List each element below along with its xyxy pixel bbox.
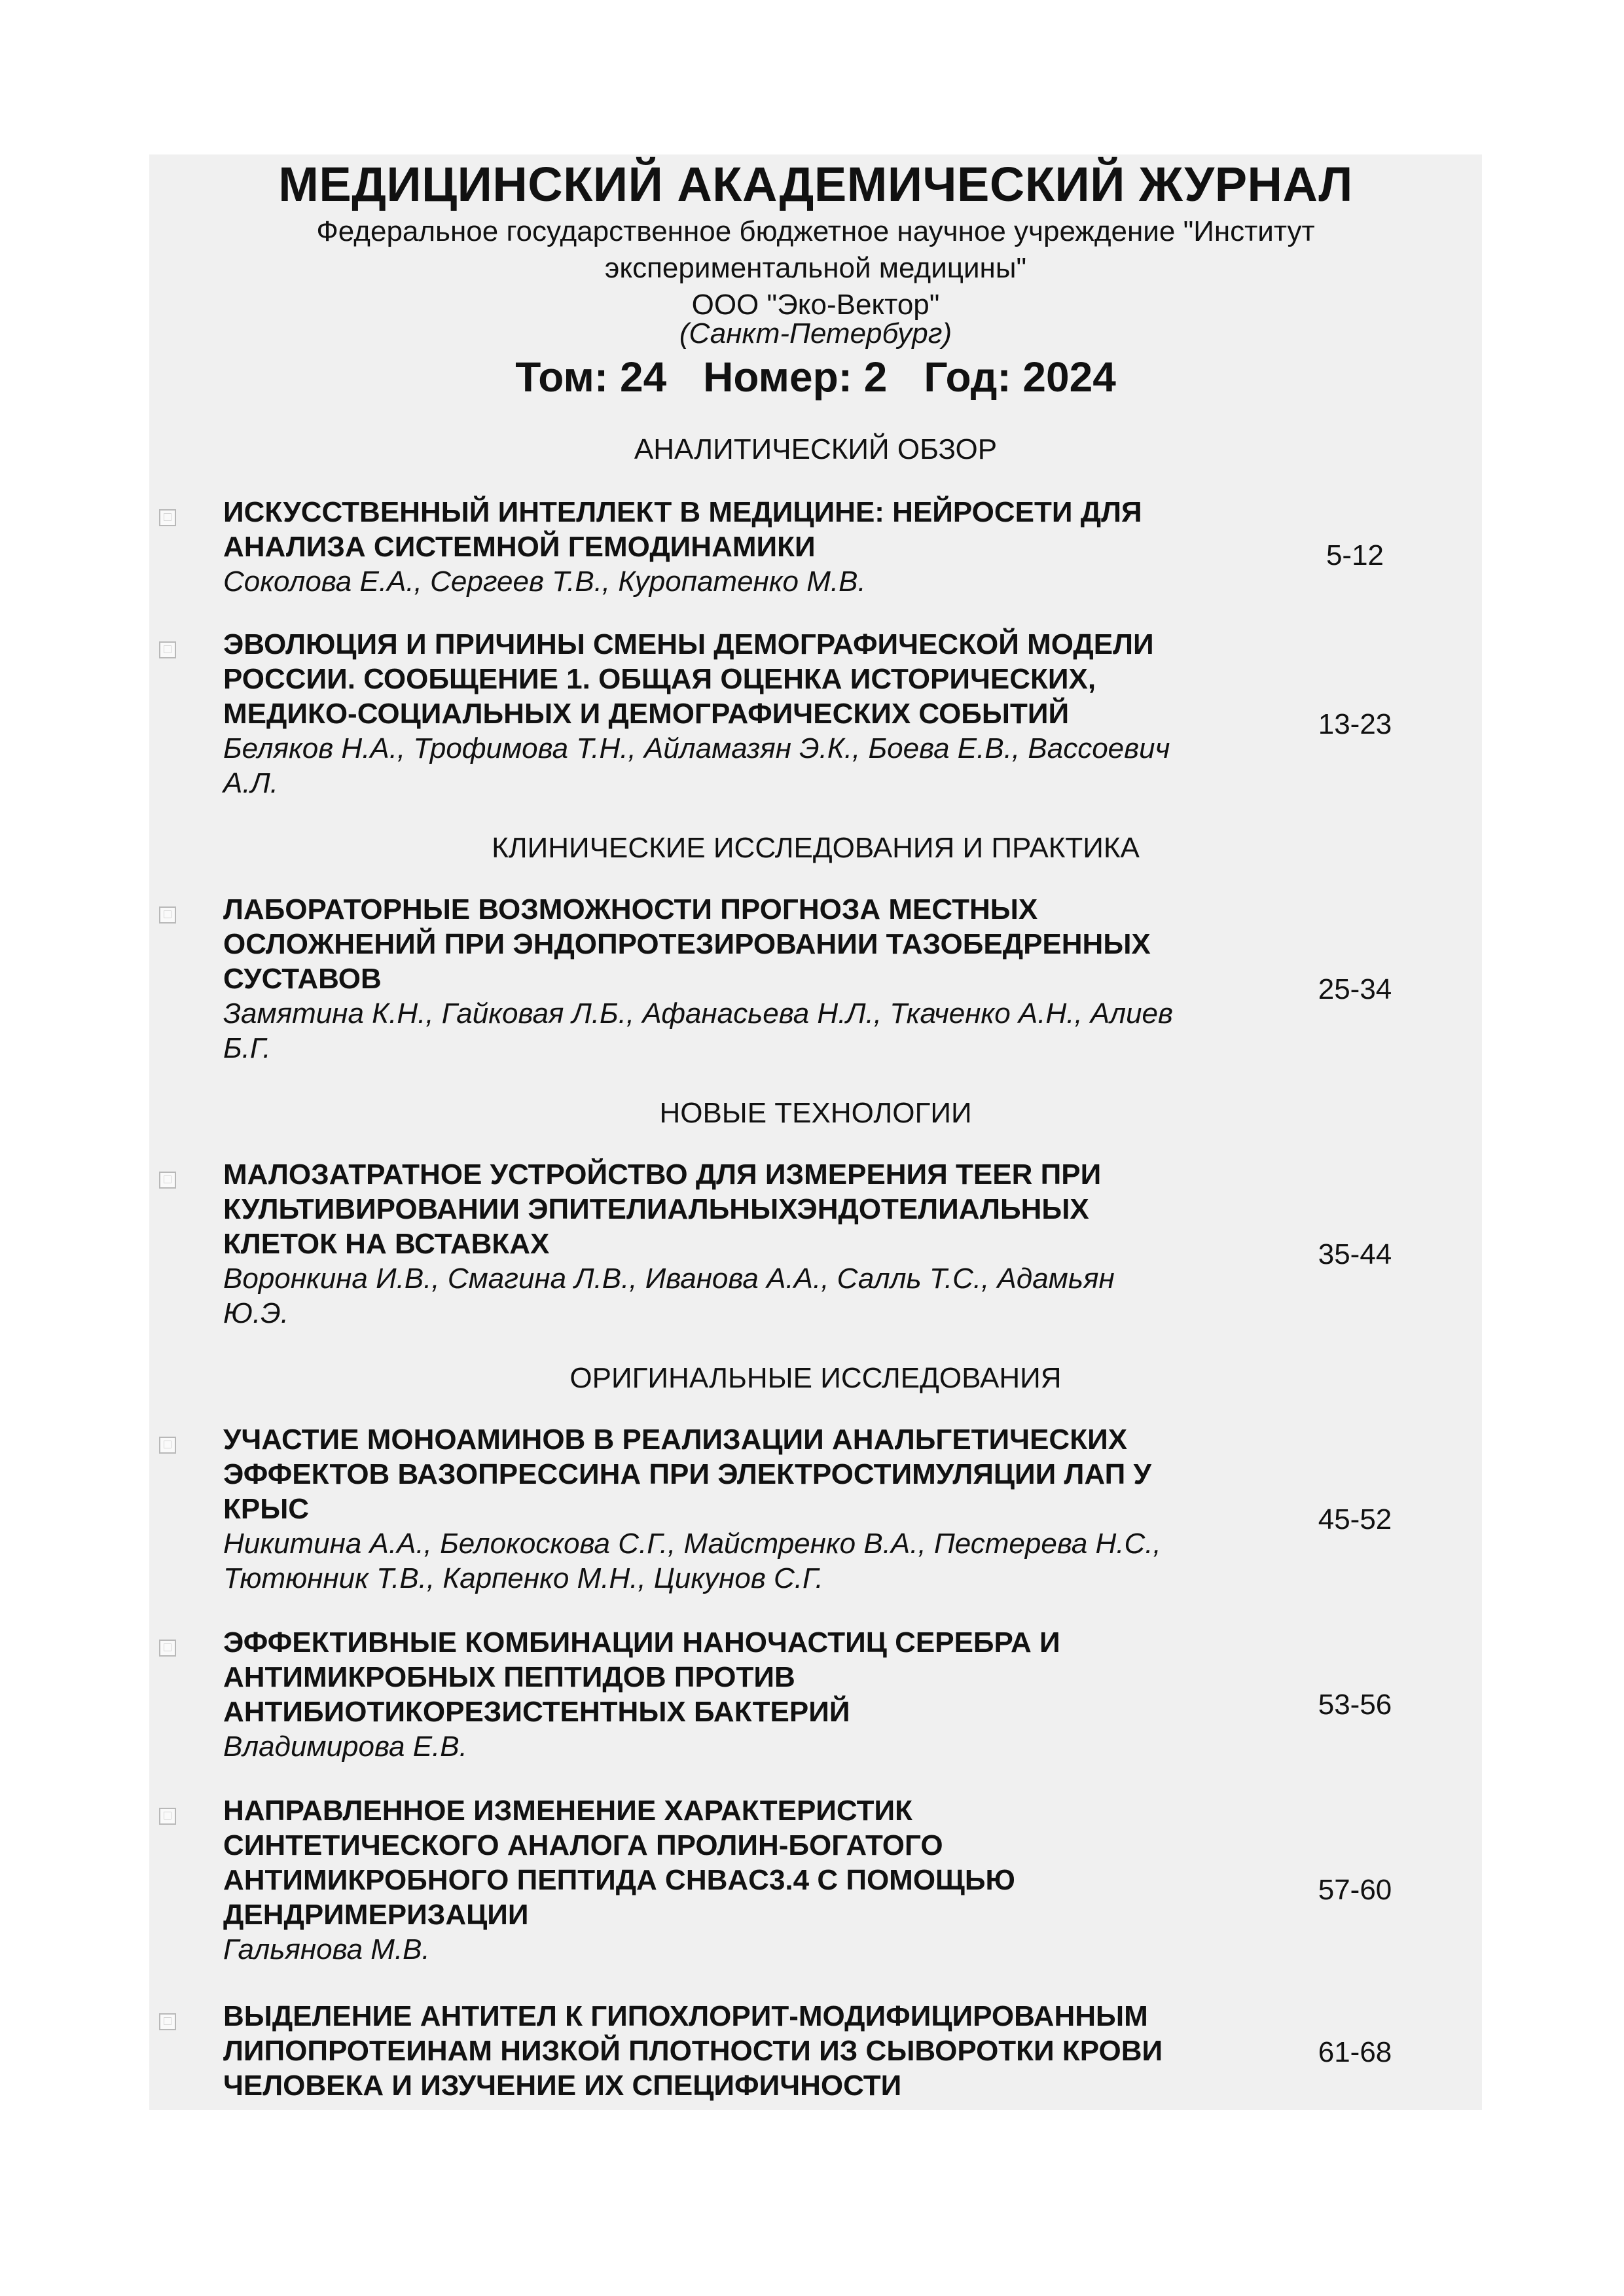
publisher-line-2: экспериментальной медицины" — [604, 252, 1027, 284]
article-title-line[interactable]: ЛИПОПРОТЕИНАМ НИЗКОЙ ПЛОТНОСТИ ИЗ СЫВОРОТКИ КРОВИ — [223, 2035, 1163, 2067]
section-heading: ОРИГИНАЛЬНЫЕ ИССЛЕДОВАНИЯ — [569, 1362, 1062, 1394]
article-pages: 57-60 — [1318, 1874, 1392, 1906]
article-pages: 13-23 — [1318, 708, 1392, 740]
article-checkbox[interactable] — [159, 1172, 176, 1189]
article-checkbox[interactable] — [159, 509, 176, 526]
issue-info — [149, 351, 1482, 403]
article-authors-line: Замятина К.Н., Гайковая Л.Б., Афанасьева Н.Л., Ткаченко А.Н., Алиев — [223, 997, 1173, 1030]
article-title-line[interactable]: АНАЛИЗА СИСТЕМНОЙ ГЕМОДИНАМИКИ — [223, 531, 816, 563]
article-checkbox[interactable] — [159, 1640, 176, 1657]
article-title-line[interactable]: КУЛЬТИВИРОВАНИИ ЭПИТЕЛИАЛЬНЫХЭНДОТЕЛИАЛЬНЫХ — [223, 1193, 1089, 1225]
article-title-line[interactable]: НАПРАВЛЕННОЕ ИЗМЕНЕНИЕ ХАРАКТЕРИСТИК — [223, 1795, 912, 1827]
issue-volume: Том: 24 — [515, 353, 667, 401]
issue-number: Номер: 2 — [703, 353, 888, 401]
article-authors-line: Соколова Е.А., Сергеев Т.В., Куропатенко М.В. — [223, 565, 866, 598]
article-title-line[interactable]: ЛАБОРАТОРНЫЕ ВОЗМОЖНОСТИ ПРОГНОЗА МЕСТНЫХ — [223, 893, 1038, 925]
article-authors-line: Тютюнник Т.В., Карпенко М.Н., Цикунов С.Г. — [223, 1562, 823, 1594]
article-authors-line: Ю.Э. — [223, 1297, 289, 1329]
article-title-line[interactable]: КЛЕТОК НА ВСТАВКАХ — [223, 1228, 550, 1260]
article-authors-line: Никитина А.А., Белокоскова С.Г., Майстренко В.А., Пестерева Н.С., — [223, 1528, 1161, 1560]
article-pages: 25-34 — [1318, 973, 1392, 1005]
article-checkbox[interactable] — [159, 1808, 176, 1825]
article-title-line[interactable]: ОСЛОЖНЕНИЙ ПРИ ЭНДОПРОТЕЗИРОВАНИИ ТАЗОБЕДРЕННЫХ — [223, 928, 1151, 960]
article-title-line[interactable]: АНТИБИОТИКОРЕЗИСТЕНТНЫХ БАКТЕРИЙ — [223, 1696, 850, 1728]
article-title-line[interactable]: РОССИИ. СООБЩЕНИЕ 1. ОБЩАЯ ОЦЕНКА ИСТОРИЧЕСКИХ, — [223, 663, 1096, 695]
article-title-line[interactable]: ЭВОЛЮЦИЯ И ПРИЧИНЫ СМЕНЫ ДЕМОГРАФИЧЕСКОЙ МОДЕЛИ — [223, 628, 1154, 660]
article-authors-line: Б.Г. — [223, 1032, 271, 1064]
article-title-line[interactable]: МЕДИКО-СОЦИАЛЬНЫХ И ДЕМОГРАФИЧЕСКИХ СОБЫТИЙ — [223, 698, 1070, 730]
publisher-line-1: Федеральное государственное бюджетное научное учреждение "Институт — [316, 215, 1315, 247]
section-heading: НОВЫЕ ТЕХНОЛОГИИ — [659, 1097, 972, 1129]
article-authors-line: Владимирова Е.В. — [223, 1731, 467, 1763]
publisher-city: (Санкт-Петербург) — [679, 317, 952, 350]
section-heading: КЛИНИЧЕСКИЕ ИССЛЕДОВАНИЯ И ПРАКТИКА — [492, 832, 1140, 864]
article-title-line[interactable]: ВЫДЕЛЕНИЕ АНТИТЕЛ К ГИПОХЛОРИТ-МОДИФИЦИРОВАННЫМ — [223, 2000, 1148, 2032]
article-title-line[interactable]: МАЛОЗАТРАТНОЕ УСТРОЙСТВО ДЛЯ ИЗМЕРЕНИЯ TEER ПРИ — [223, 1158, 1102, 1191]
article-pages: 53-56 — [1318, 1689, 1392, 1721]
journal-title: МЕДИЦИНСКИЙ АКАДЕМИЧЕСКИЙ ЖУРНАЛ — [278, 157, 1353, 211]
article-checkbox[interactable] — [159, 641, 176, 658]
article-title-line[interactable]: ЧЕЛОВЕКА И ИЗУЧЕНИЕ ИХ СПЕЦИФИЧНОСТИ — [223, 2070, 902, 2102]
publisher-line-3: ООО "Эко-Вектор" — [691, 289, 940, 321]
article-pages: 45-52 — [1318, 1503, 1392, 1535]
section-heading: АНАЛИТИЧЕСКИЙ ОБЗОР — [634, 433, 998, 465]
article-pages: 35-44 — [1318, 1238, 1392, 1270]
article-title-line[interactable]: АНТИМИКРОБНЫХ ПЕПТИДОВ ПРОТИВ — [223, 1661, 795, 1693]
article-title-line[interactable]: ДЕНДРИМЕРИЗАЦИИ — [223, 1899, 529, 1931]
article-title-line[interactable]: УЧАСТИЕ МОНОАМИНОВ В РЕАЛИЗАЦИИ АНАЛЬГЕТИЧЕСКИХ — [223, 1424, 1128, 1456]
article-checkbox[interactable] — [159, 2013, 176, 2030]
article-authors-line: Воронкина И.В., Смагина Л.В., Иванова А.А., Салль Т.С., Адамьян — [223, 1263, 1115, 1295]
article-authors-line: А.Л. — [223, 767, 278, 799]
article-title-line[interactable]: АНТИМИКРОБНОГО ПЕПТИДА CHBAC3.4 С ПОМОЩЬЮ — [223, 1864, 1015, 1896]
article-checkbox[interactable] — [159, 1437, 176, 1454]
article-checkbox[interactable] — [159, 906, 176, 924]
article-title-line[interactable]: ЭФФЕКТОВ ВАЗОПРЕССИНА ПРИ ЭЛЕКТРОСТИМУЛЯЦИИ ЛАП У — [223, 1458, 1151, 1490]
article-title-line[interactable]: СИНТЕТИЧЕСКОГО АНАЛОГА ПРОЛИН-БОГАТОГО — [223, 1829, 943, 1861]
article-authors-line: Беляков Н.А., Трофимова Т.Н., Айламазян Э.К., Боева Е.В., Вассоевич — [223, 732, 1170, 764]
article-pages: 5-12 — [1326, 539, 1384, 571]
article-title-line[interactable]: КРЫС — [223, 1493, 310, 1525]
article-pages: 61-68 — [1318, 2036, 1392, 2068]
article-title-line[interactable]: ИСКУССТВЕННЫЙ ИНТЕЛЛЕКТ В МЕДИЦИНЕ: НЕЙРОСЕТИ ДЛЯ — [223, 496, 1142, 528]
article-authors-line: Гальянова М.В. — [223, 1933, 430, 1965]
article-title-line[interactable]: СУСТАВОВ — [223, 963, 382, 995]
issue-year: Год: 2024 — [924, 353, 1116, 401]
article-title-line[interactable]: ЭФФЕКТИВНЫЕ КОМБИНАЦИИ НАНОЧАСТИЦ СЕРЕБРА И — [223, 1626, 1060, 1659]
